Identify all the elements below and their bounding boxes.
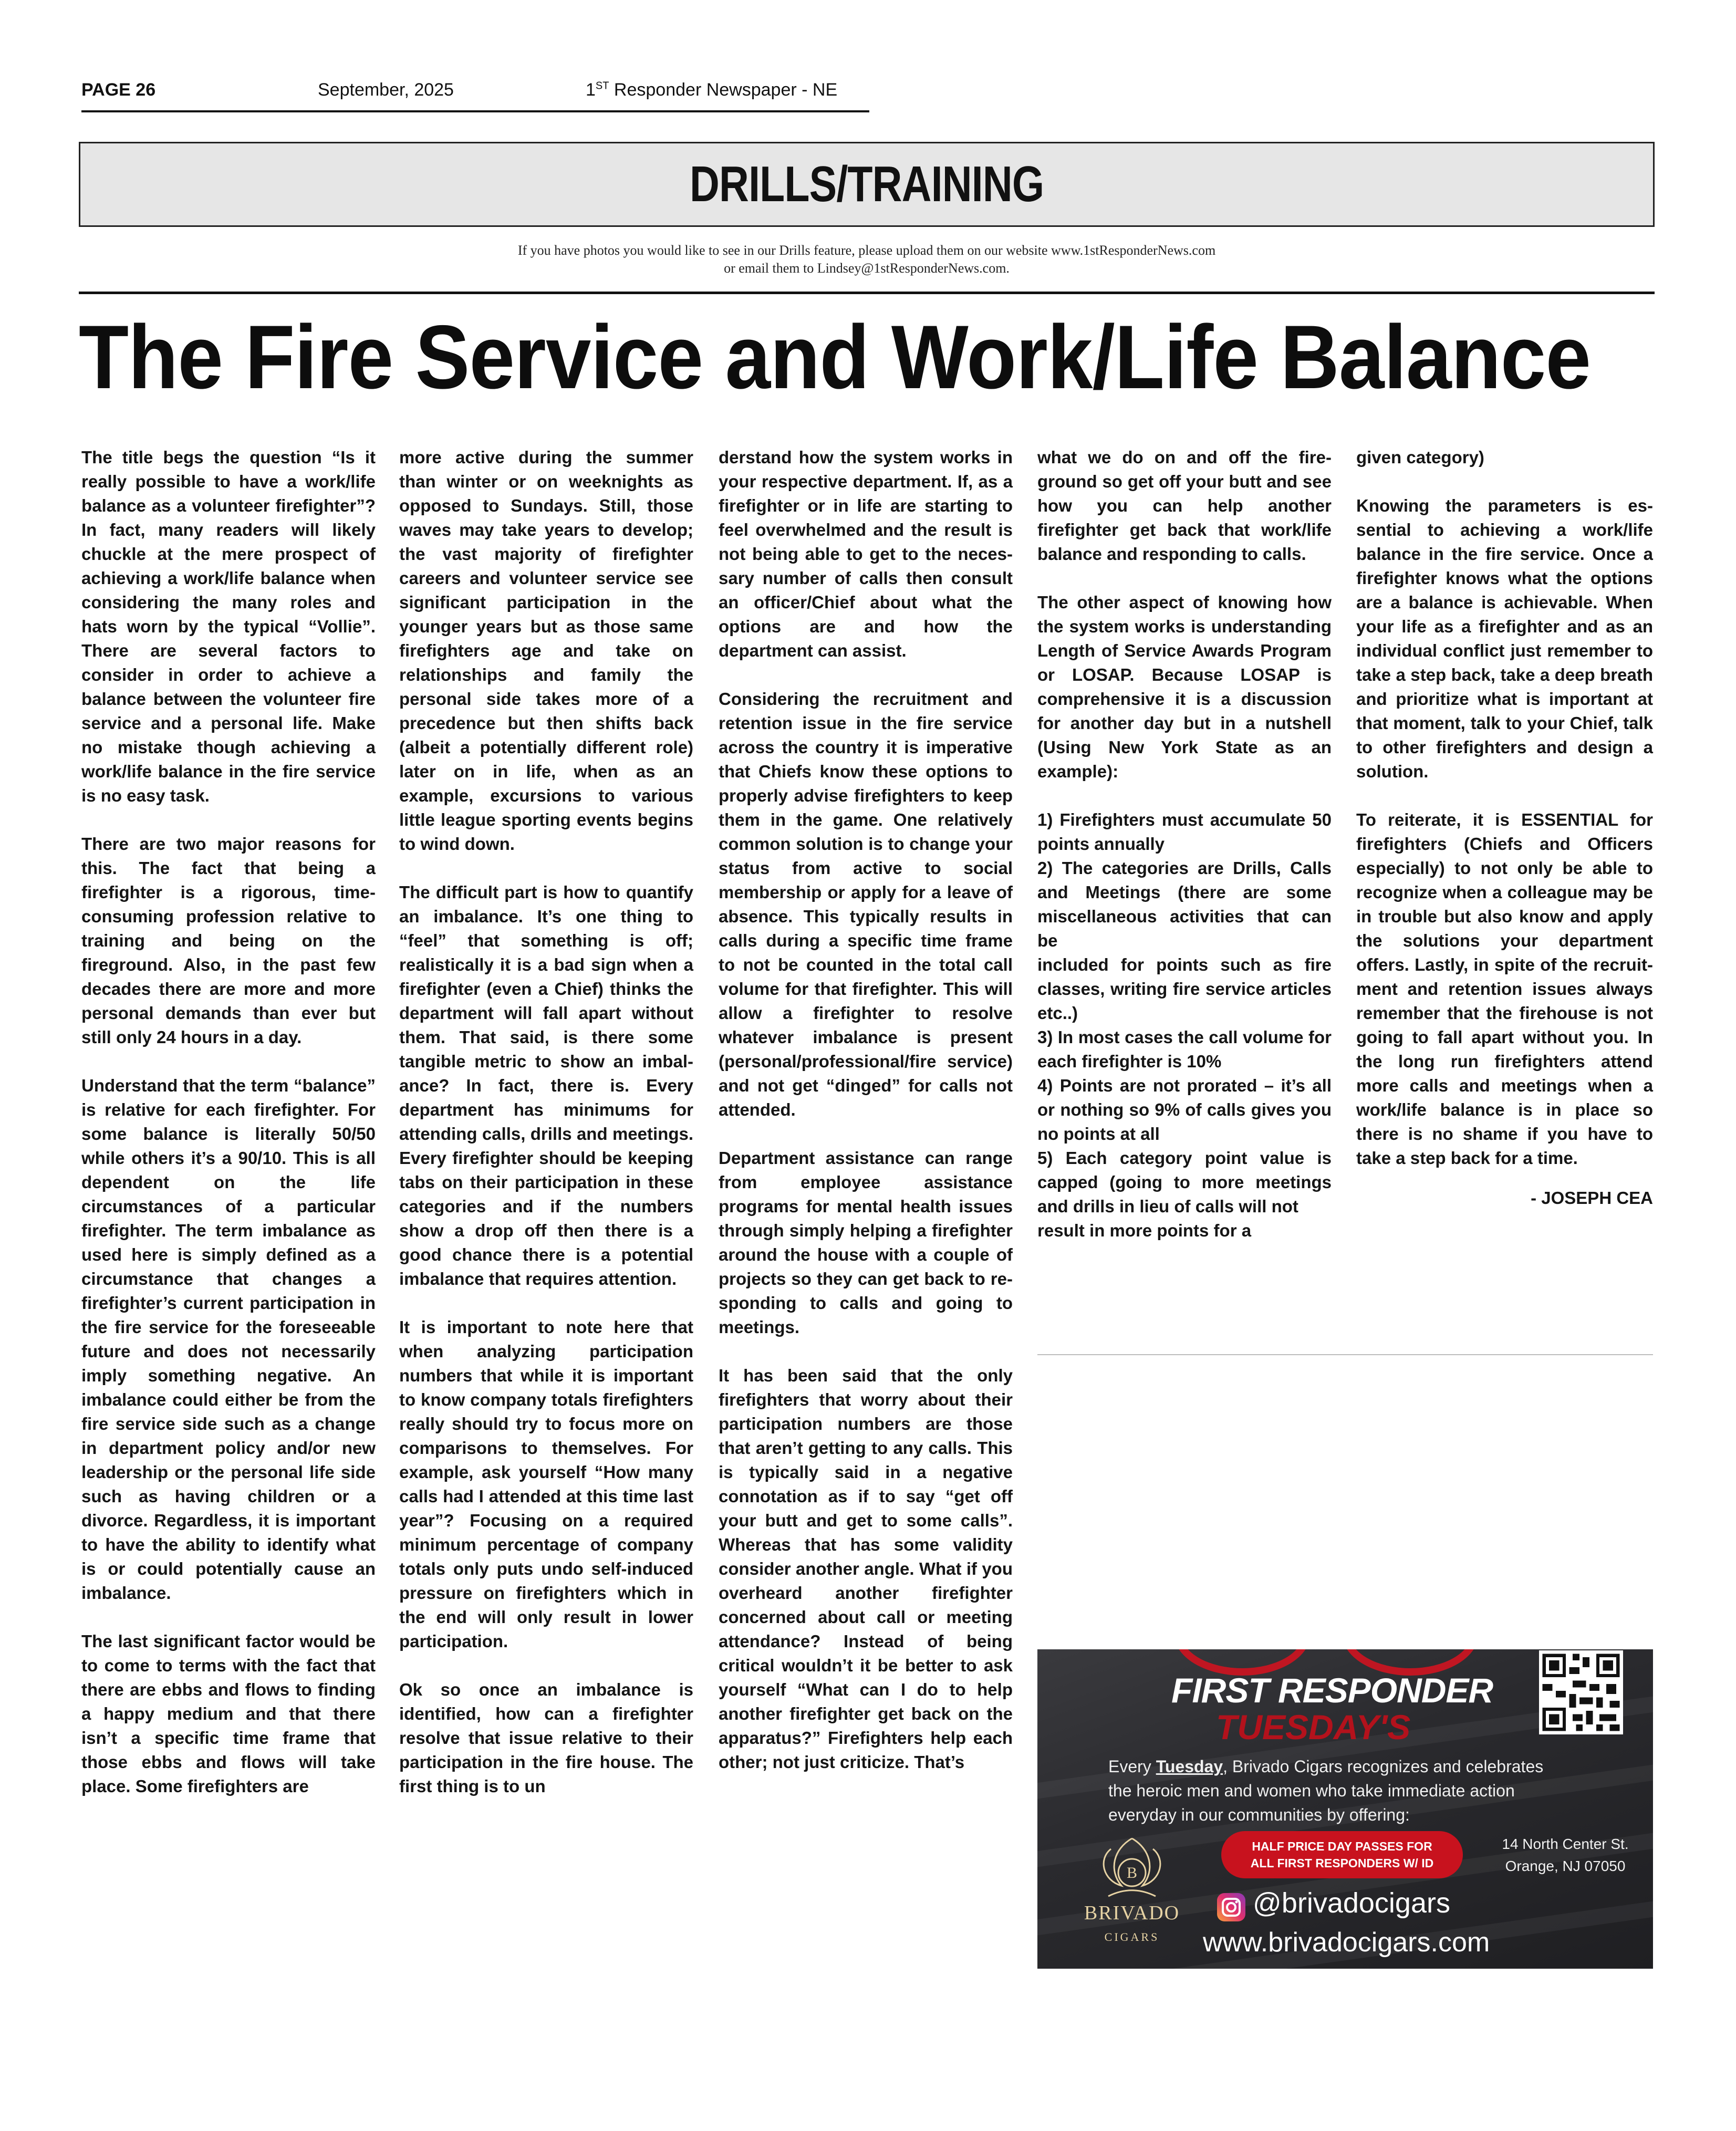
offer-line-2: ALL FIRST RESPONDERS W/ ID — [1250, 1856, 1434, 1870]
list-item: 4) Points are not prorated – it’s all or nothing so 9% of calls gives you no points at all — [1037, 1076, 1332, 1144]
list-item: 5) Each category point value is capped (going to more meetings and drills in lieu of calls will not — [1037, 1148, 1332, 1216]
issue-date: September, 2025 — [318, 80, 454, 100]
list-item: 3) In most cases the call volume for each firefighter is 10% — [1037, 1027, 1332, 1071]
ad-offer-badge — [1221, 1831, 1463, 1878]
article-column-1 — [81, 445, 376, 1799]
ad-subtitle: TUESDAY'S — [1216, 1708, 1411, 1747]
ad-body-text: Every Tuesday, Brivado Cigars recognizes and celebrates the heroic men and women who take immediate action everyday in our communities by offering: — [1108, 1757, 1544, 1824]
list-item: result in more points for a — [1037, 1221, 1252, 1240]
paragraph: Considering the recruitment and retention issue in the fire service across the country it is imperative that Chiefs know these options to properly advise firefighters to keep them in the game. One relatively common solution is to change your status from active to social membership or apply for a leave of absence. This typically results in calls during a specific time frame to not be counted in the total call volume for that firefighter. This will allow a firefighter to resolve whatever imbalance is present (personal/professional/fire service) and not get “dinged” for calls not attended. — [719, 689, 1013, 1119]
paragraph: Ok so once an imbalance is identified, how can a firefighter resolve that issue relative to their participation in the fire house. The first thing is to un — [399, 1680, 693, 1796]
website-link[interactable]: www.brivadocigars.com — [1203, 1927, 1490, 1958]
paragraph: given category) — [1356, 448, 1484, 467]
page-number: PAGE 26 — [81, 80, 156, 100]
ad-brand-subtitle: CIGARS — [1104, 1930, 1160, 1943]
section-banner — [79, 142, 1655, 227]
paragraph: The title begs the question “Is it really possible to have a work/life balance as a volunteer firefighter”? In fact, many readers will likely chuckle at the mere prospect of achieving a work/life balance when considering the many roles and hats worn by the typical “Vollie”. There are several factors to consider in order to achieve a balance between the volunteer fire service and a personal life. Make no mistake though achieving a work/life balance in the fire service is no easy task. — [81, 448, 376, 805]
address-line-2: Orange, NJ 07050 — [1505, 1858, 1626, 1874]
paragraph: Department assistance can range from employee assistance programs for mental health issues through simply helping a firefighter around the house with a couple of projects so they can get back to responding to calls and going to meetings. — [719, 1148, 1013, 1337]
paragraph: what we do on and off the fireground so get off your butt and see how you can help another firefighter get back that work/life balance and responding to calls. — [1037, 448, 1332, 564]
paragraph: more active during the summer than winter or on weeknights as opposed to Sundays. Still, those waves may take years to develop; the vast majority of firefighter careers and volunteer service see significant participation in the younger years but as those same firefighters age and take on relationships and family the personal side takes more of a precedence but then shifts back (albeit a potentially different role) later on in life, when as an example, excursions to various little league sporting events begins to wind down. — [399, 448, 693, 854]
ad-title: FIRST RESPONDER — [1171, 1671, 1493, 1710]
submission-note — [79, 242, 1655, 277]
paragraph: Knowing the parameters is essential to achieving a work/life balance in the fire service. Once a firefighter knows what the options are a balance is achievable. When your life as a firefighter and as an individual conflict just remember to take a step back, take a deep breath and prioritize what is important at that moment, talk to your Chief, talk to other firefighters and design a solution. — [1356, 496, 1653, 781]
page-header — [81, 79, 869, 112]
list-item: included for points such as fire classes, writing fire service articles etc..) — [1037, 955, 1332, 1023]
paragraph: There are two major reasons for this. The fact that being a firefighter is a rigorous, time-consuming profession relative to training and being on the fireground. Also, in the past few decades there are more and more personal demands than ever but still only 24 hours in a day. — [81, 834, 376, 1047]
article-column-5 — [1356, 445, 1653, 1210]
column-divider — [1037, 1354, 1653, 1355]
qr-code-icon[interactable] — [1539, 1650, 1623, 1734]
newspaper-name: 1ST Responder Newspaper - NE — [586, 80, 838, 100]
paragraph: It has been said that the only firefighters that worry about their participation numbers are those that aren’t getting to any calls. This is typically said in a negative connotation as if to say “get off your butt and get to some calls”. Whereas that has some validity consider another angle. What if you overheard another firefighter concerned about call or meeting attendance? Instead of being critical wouldn’t it be better to ask yourself “What can I do to help another firefighter get back on the apparatus?” Firefighters help each other; not just criticize. That’s — [719, 1366, 1013, 1772]
list-item: 1) Firefighters must accumulate 50 points annually — [1037, 810, 1332, 854]
author-signature: - JOSEPH CEA — [1531, 1188, 1653, 1208]
article-column-4 — [1037, 445, 1332, 1243]
paragraph: To reiterate, it is ESSENTIAL for firefighters (Chiefs and Officers especially) to not only be able to recognize when a colleague may be in trouble but also know and apply the solutions your department offers. Lastly, in spite of the recruitment and retention issues always remember that the firehouse is not going to fall apart without you. In the long run firefighters attend more calls and meetings when a work/life balance is in place so there is no shame if you have to take a step back for a time. — [1356, 810, 1653, 1168]
paragraph: The last significant factor would be to come to terms with the fact that there are ebbs and flows to finding a happy medium and that there isn’t a specific time frame that those ebbs and flows will take place. Some firefighters are — [81, 1631, 376, 1796]
paragraph: derstand how the system works in your respective department. If, as a firefighter or in life are starting to feel overwhelmed and the result is not being able to get to the necessary number of calls then consult an officer/Chief about what the options are and how the department can assist. — [719, 448, 1013, 660]
instagram-icon[interactable] — [1216, 1892, 1246, 1922]
paragraph: The other aspect of knowing how the system works is understanding Length of Service Awards Program or LOSAP. Because LOSAP is comprehensive it is a discussion for another day but in a nutshell (Using New York State as an example): — [1037, 592, 1332, 781]
article-column-2 — [399, 445, 693, 1799]
headline-rule — [79, 292, 1655, 294]
submission-note-line-1: If you have photos you would like to see in our Drills feature, please upload them on our website www.1stResponderNews.com — [517, 243, 1216, 258]
instagram-handle-link[interactable]: @brivadocigars — [1253, 1887, 1450, 1919]
article-headline: The Fire Service and Work/Life Balance — [79, 307, 1591, 408]
ad-address — [1489, 1833, 1641, 1877]
ad-brand-name: BRIVADO — [1084, 1902, 1180, 1924]
address-line-1: 14 North Center St. — [1502, 1836, 1629, 1852]
svg-text:B: B — [1126, 1864, 1138, 1881]
list-item: 2) The categories are Drills, Calls and Meetings (there are some miscellaneous activities that can be — [1037, 858, 1332, 950]
submission-note-line-2: or email them to Lindsey@1stResponderNews.com. — [724, 261, 1010, 276]
article-column-3 — [719, 445, 1013, 1774]
section-title: DRILLS/TRAINING — [689, 156, 1044, 212]
paragraph: Understand that the term “balance” is relative for each firefighter. For some balance is literally 50/50 while others it’s a 90/10. This is all dependent on the life circumstances of a particular firefighter. The term imbalance as used here is simply defined as a circumstance that changes a firefighter’s current participation in the fire service for the foreseeable future and does not necessarily imply something negative. An imbalance could either be from the fire service side such as a change in department policy and/or new leadership or the personal life side such as having children or a divorce. Regardless, it is important to have the ability to identify what is or could potentially cause an imbalance. — [81, 1076, 376, 1603]
paragraph: It is important to note here that when analyzing participation numbers that while it is important to know company totals firefighters really should try to focus more on comparisons to themselves. For example, ask yourself “How many calls had I attended at this time last year”? Focusing on a required minimum percentage of company totals only puts undo self-induced pressure on firefighters which in the end will only result in lower participation. — [399, 1317, 693, 1651]
brivado-advertisement[interactable] — [1037, 1649, 1653, 1969]
paragraph: The difficult part is how to quantify an imbalance. It’s one thing to “feel” that something is off; realistically it is a bad sign when a firefighter (even a Chief) thinks the department will fall apart without them. That said, is there some tangible metric to show an imbalance? In fact, there is. Every department has minimums for attending calls, drills and meetings. Every firefighter should be keeping tabs on their participation in these categories and if the numbers show a drop off then there is a good chance there is a potential imbalance that requires attention. — [399, 882, 693, 1288]
offer-line-1: HALF PRICE DAY PASSES FOR — [1252, 1839, 1432, 1853]
